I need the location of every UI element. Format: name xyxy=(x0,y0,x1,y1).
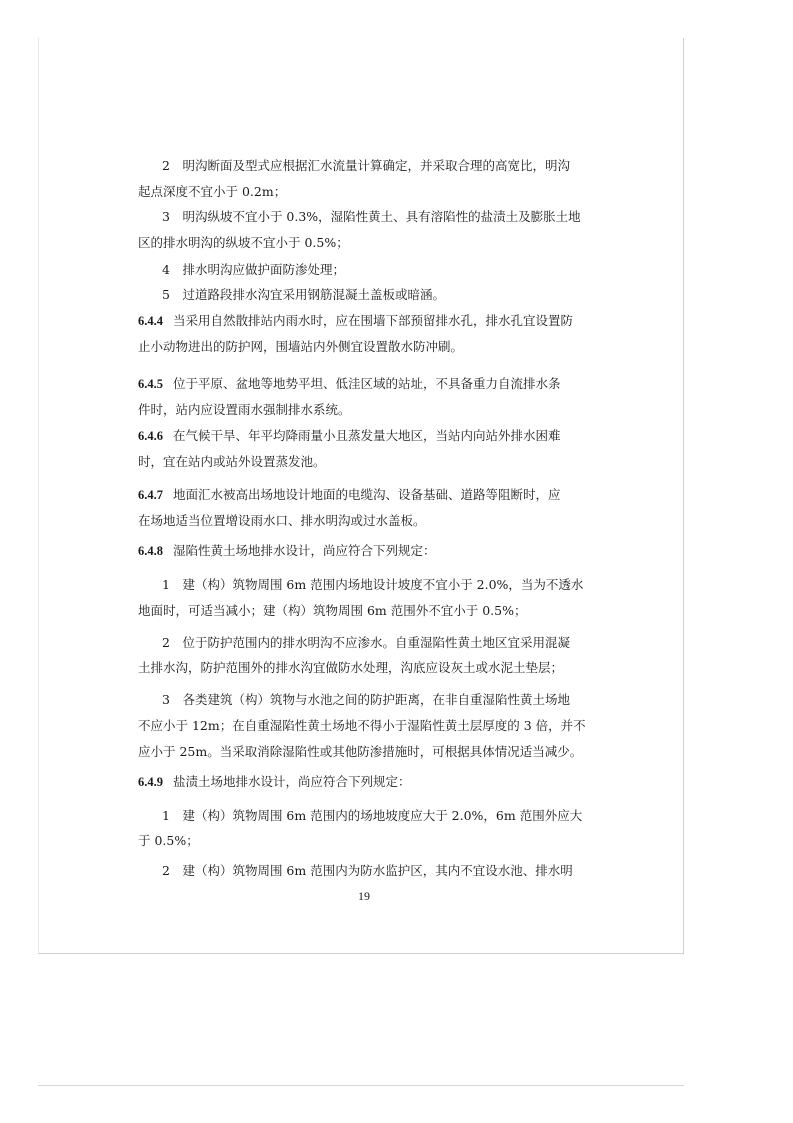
text-line: 区的排水明沟的纵坡不宜小于 0.5%； xyxy=(138,235,349,250)
text-line: 2 建（构）筑物周围 6m 范围内为防水监护区，其内不宜设水池、排水明 xyxy=(162,863,573,878)
clause-text: 在气候干旱、年平均降雨量小且蒸发量大地区，当站内向站外排水困难 xyxy=(173,428,561,443)
text-line: 时，宜在站内或站外设置蒸发池。 xyxy=(138,454,326,469)
text-line: 于 0.5%； xyxy=(138,833,199,848)
text-line: 5 过道路段排水沟宜采用钢筋混凝土盖板或暗涵。 xyxy=(162,287,445,302)
clause-number: 6.4.9 xyxy=(138,775,163,789)
clause-6-4-6 xyxy=(138,428,594,444)
text-line: 地面时，可适当减小；建（构）筑物周围 6m 范围外不宜小于 0.5%； xyxy=(138,603,527,618)
clause-6-4-9 xyxy=(138,774,594,790)
clause-text: 当采用自然散排站内雨水时，应在围墙下部预留排水孔，排水孔宜设置防 xyxy=(173,313,574,328)
text-line: 止小动物进出的防护网，围墙站内外侧宜设置散水防冲刷。 xyxy=(138,339,464,354)
text-line: 2 位于防护范围内的排水明沟不应渗水。自重湿陷性黄土地区宜采用混凝 xyxy=(162,635,570,650)
text-line: 2 明沟断面及型式应根据汇水流量计算确定，并采取合理的高宽比，明沟 xyxy=(162,158,570,173)
page-separator xyxy=(38,1085,684,1086)
text-line: 4 排水明沟应做护面防渗处理； xyxy=(162,262,345,277)
clause-number: 6.4.4 xyxy=(138,314,163,328)
text-line: 应小于 25m。当采取消除湿陷性或其他防渗措施时，可根据具体情况适当减少。 xyxy=(138,744,583,759)
text-line: 3 明沟纵坡不宜小于 0.3%，湿陷性黄土、具有溶陷性的盐渍土及膨胀土地 xyxy=(162,209,581,224)
clause-number: 6.4.7 xyxy=(138,488,163,502)
clause-text: 位于平原、盆地等地势平坦、低洼区域的站址，不具备重力自流排水条 xyxy=(173,376,561,391)
clause-6-4-4 xyxy=(138,313,594,329)
text-line: 在场地适当位置增设雨水口、排水明沟或过水盖板。 xyxy=(138,513,426,528)
clause-number: 6.4.6 xyxy=(138,429,163,443)
text-line: 1 建（构）筑物周围 6m 范围内的场地坡度应大于 2.0%，6m 范围外应大 xyxy=(162,808,583,823)
clause-number: 6.4.5 xyxy=(138,377,163,391)
clause-6-4-8 xyxy=(138,543,594,559)
text-line: 土排水沟，防护范围外的排水沟宜做防水处理，沟底应设灰土或水泥土垫层； xyxy=(138,660,564,675)
clause-6-4-7 xyxy=(138,487,594,503)
clause-text: 地面汇水被高出场地设计地面的电缆沟、设备基础、道路等阻断时，应 xyxy=(173,487,561,502)
text-line: 3 各类建筑（构）筑物与水池之间的防护距离，在非自重湿陷性黄土场地 xyxy=(162,692,570,707)
text-line: 1 建（构）筑物周围 6m 范围内场地设计坡度不宜小于 2.0%，当为不透水 xyxy=(162,577,584,592)
page-number: 19 xyxy=(358,889,370,903)
text-line: 起点深度不宜小于 0.2m； xyxy=(138,184,287,199)
clause-text: 盐渍土场地排水设计，尚应符合下列规定： xyxy=(173,774,411,789)
clause-text: 湿陷性黄土场地排水设计，尚应符合下列规定： xyxy=(173,543,436,558)
clause-6-4-5 xyxy=(138,376,594,392)
text-line: 件时，站内应设置雨水强制排水系统。 xyxy=(138,402,351,417)
clause-number: 6.4.8 xyxy=(138,544,163,558)
text-line: 不应小于 12m；在自重湿陷性黄土场地不得小于湿陷性黄土层厚度的 3 倍，并不 xyxy=(138,718,586,733)
